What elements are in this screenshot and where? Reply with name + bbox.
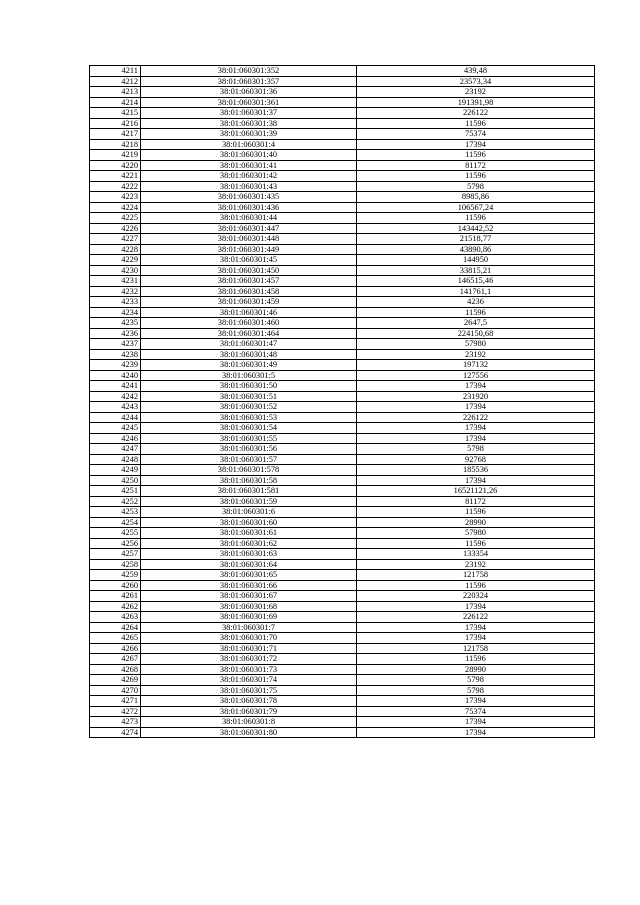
table-row (90, 528, 595, 539)
row-number-cell: 4261 (90, 591, 141, 602)
table-row (90, 643, 595, 654)
value-cell: 224150,68 (357, 328, 595, 339)
cadastral-number-cell: 38:01:060301:450 (141, 265, 357, 276)
row-number-cell: 4249 (90, 465, 141, 476)
cadastral-number-cell: 38:01:060301:55 (141, 433, 357, 444)
value-cell: 5798 (357, 444, 595, 455)
value-cell: 17394 (357, 601, 595, 612)
row-number-cell: 4251 (90, 486, 141, 497)
cadastral-number-cell: 38:01:060301:4 (141, 139, 357, 150)
row-number-cell: 4250 (90, 475, 141, 486)
table-row (90, 307, 595, 318)
cadastral-number-cell: 38:01:060301:48 (141, 349, 357, 360)
row-number-cell: 4211 (90, 66, 141, 77)
table-row (90, 696, 595, 707)
row-number-cell: 4264 (90, 622, 141, 633)
row-number-cell: 4253 (90, 507, 141, 518)
table-row (90, 265, 595, 276)
value-cell: 144950 (357, 255, 595, 266)
cadastral-number-cell: 38:01:060301:448 (141, 234, 357, 245)
row-number-cell: 4241 (90, 381, 141, 392)
table-row (90, 349, 595, 360)
row-number-cell: 4244 (90, 412, 141, 423)
value-cell: 17394 (357, 402, 595, 413)
value-cell: 81172 (357, 496, 595, 507)
value-cell: 16521121,26 (357, 486, 595, 497)
cadastral-number-cell: 38:01:060301:447 (141, 223, 357, 234)
cadastral-number-cell: 38:01:060301:581 (141, 486, 357, 497)
row-number-cell: 4238 (90, 349, 141, 360)
table-row (90, 370, 595, 381)
cadastral-number-cell: 38:01:060301:44 (141, 213, 357, 224)
cadastral-number-cell: 38:01:060301:449 (141, 244, 357, 255)
row-number-cell: 4270 (90, 685, 141, 696)
table-row (90, 412, 595, 423)
value-cell: 17394 (357, 727, 595, 738)
value-cell: 191391,98 (357, 97, 595, 108)
table-row (90, 286, 595, 297)
cadastral-number-cell: 38:01:060301:67 (141, 591, 357, 602)
row-number-cell: 4252 (90, 496, 141, 507)
row-number-cell: 4216 (90, 118, 141, 129)
row-number-cell: 4272 (90, 706, 141, 717)
cadastral-number-cell: 38:01:060301:69 (141, 612, 357, 623)
cadastral-number-cell: 38:01:060301:63 (141, 549, 357, 560)
value-cell: 75374 (357, 129, 595, 140)
value-cell: 17394 (357, 717, 595, 728)
value-cell: 17394 (357, 139, 595, 150)
value-cell: 439,48 (357, 66, 595, 77)
cadastral-number-cell: 38:01:060301:59 (141, 496, 357, 507)
value-cell: 226122 (357, 412, 595, 423)
table-row (90, 328, 595, 339)
cadastral-number-cell: 38:01:060301:464 (141, 328, 357, 339)
cadastral-number-cell: 38:01:060301:5 (141, 370, 357, 381)
value-cell: 226122 (357, 612, 595, 623)
row-number-cell: 4229 (90, 255, 141, 266)
value-cell: 28990 (357, 664, 595, 675)
cadastral-number-cell: 38:01:060301:73 (141, 664, 357, 675)
table-row (90, 213, 595, 224)
value-cell: 17394 (357, 622, 595, 633)
table-row (90, 118, 595, 129)
value-cell: 5798 (357, 675, 595, 686)
row-number-cell: 4260 (90, 580, 141, 591)
row-number-cell: 4258 (90, 559, 141, 570)
cadastral-number-cell: 38:01:060301:65 (141, 570, 357, 581)
row-number-cell: 4268 (90, 664, 141, 675)
row-number-cell: 4223 (90, 192, 141, 203)
table-row (90, 171, 595, 182)
cadastral-number-cell: 38:01:060301:37 (141, 108, 357, 119)
row-number-cell: 4230 (90, 265, 141, 276)
cadastral-number-cell: 38:01:060301:436 (141, 202, 357, 213)
cadastral-number-cell: 38:01:060301:7 (141, 622, 357, 633)
cadastral-number-cell: 38:01:060301:64 (141, 559, 357, 570)
table-row (90, 633, 595, 644)
table-row (90, 570, 595, 581)
table-row (90, 192, 595, 203)
table-row (90, 87, 595, 98)
cadastral-number-cell: 38:01:060301:74 (141, 675, 357, 686)
table-row (90, 223, 595, 234)
cadastral-number-cell: 38:01:060301:54 (141, 423, 357, 434)
value-cell: 143442,52 (357, 223, 595, 234)
row-number-cell: 4267 (90, 654, 141, 665)
cadastral-number-cell: 38:01:060301:61 (141, 528, 357, 539)
value-cell: 226122 (357, 108, 595, 119)
cadastral-number-cell: 38:01:060301:47 (141, 339, 357, 350)
row-number-cell: 4240 (90, 370, 141, 381)
value-cell: 92768 (357, 454, 595, 465)
table-row (90, 129, 595, 140)
table-row (90, 391, 595, 402)
row-number-cell: 4242 (90, 391, 141, 402)
row-number-cell: 4222 (90, 181, 141, 192)
cadastral-number-cell: 38:01:060301:62 (141, 538, 357, 549)
row-number-cell: 4237 (90, 339, 141, 350)
cadastral-number-cell: 38:01:060301:70 (141, 633, 357, 644)
table-row (90, 475, 595, 486)
table-row (90, 454, 595, 465)
value-cell: 11596 (357, 118, 595, 129)
row-number-cell: 4259 (90, 570, 141, 581)
table-row (90, 76, 595, 87)
table-row (90, 717, 595, 728)
table-row (90, 381, 595, 392)
value-cell: 11596 (357, 307, 595, 318)
cadastral-number-cell: 38:01:060301:42 (141, 171, 357, 182)
cadastral-number-cell: 38:01:060301:57 (141, 454, 357, 465)
row-number-cell: 4234 (90, 307, 141, 318)
cadastral-number-cell: 38:01:060301:75 (141, 685, 357, 696)
row-number-cell: 4226 (90, 223, 141, 234)
value-cell: 11596 (357, 507, 595, 518)
value-cell: 23192 (357, 559, 595, 570)
table-row (90, 97, 595, 108)
value-cell: 106567,24 (357, 202, 595, 213)
value-cell: 43890,86 (357, 244, 595, 255)
table-row (90, 181, 595, 192)
value-cell: 23192 (357, 87, 595, 98)
table-row (90, 727, 595, 738)
table-row (90, 108, 595, 119)
value-cell: 23192 (357, 349, 595, 360)
value-cell: 17394 (357, 433, 595, 444)
table-row (90, 202, 595, 213)
value-cell: 2647,5 (357, 318, 595, 329)
value-cell: 133354 (357, 549, 595, 560)
table-row (90, 402, 595, 413)
row-number-cell: 4228 (90, 244, 141, 255)
value-cell: 5798 (357, 181, 595, 192)
cadastral-number-cell: 38:01:060301:78 (141, 696, 357, 707)
row-number-cell: 4263 (90, 612, 141, 623)
row-number-cell: 4245 (90, 423, 141, 434)
value-cell: 28990 (357, 517, 595, 528)
row-number-cell: 4248 (90, 454, 141, 465)
cadastral-number-cell: 38:01:060301:49 (141, 360, 357, 371)
value-cell: 57980 (357, 339, 595, 350)
value-cell: 21518,77 (357, 234, 595, 245)
row-number-cell: 4231 (90, 276, 141, 287)
table-row (90, 675, 595, 686)
table-row (90, 297, 595, 308)
value-cell: 81172 (357, 160, 595, 171)
cadastral-number-cell: 38:01:060301:66 (141, 580, 357, 591)
cadastral-number-cell: 38:01:060301:50 (141, 381, 357, 392)
cadastral-number-cell: 38:01:060301:51 (141, 391, 357, 402)
table-row (90, 66, 595, 77)
cadastral-number-cell: 38:01:060301:6 (141, 507, 357, 518)
value-cell: 141761,1 (357, 286, 595, 297)
row-number-cell: 4233 (90, 297, 141, 308)
table-row (90, 139, 595, 150)
value-cell: 121758 (357, 643, 595, 654)
table-row (90, 622, 595, 633)
row-number-cell: 4269 (90, 675, 141, 686)
table-row (90, 664, 595, 675)
table-row (90, 465, 595, 476)
cadastral-number-cell: 38:01:060301:80 (141, 727, 357, 738)
value-cell: 11596 (357, 171, 595, 182)
cadastral-number-cell: 38:01:060301:578 (141, 465, 357, 476)
value-cell: 57980 (357, 528, 595, 539)
table-row (90, 255, 595, 266)
cadastral-number-cell: 38:01:060301:72 (141, 654, 357, 665)
cadastral-value-table (89, 65, 595, 738)
value-cell: 17394 (357, 475, 595, 486)
row-number-cell: 4215 (90, 108, 141, 119)
cadastral-number-cell: 38:01:060301:53 (141, 412, 357, 423)
cadastral-number-cell: 38:01:060301:38 (141, 118, 357, 129)
table-row (90, 706, 595, 717)
row-number-cell: 4246 (90, 433, 141, 444)
row-number-cell: 4224 (90, 202, 141, 213)
table-row (90, 685, 595, 696)
row-number-cell: 4239 (90, 360, 141, 371)
cadastral-number-cell: 38:01:060301:435 (141, 192, 357, 203)
cadastral-number-cell: 38:01:060301:39 (141, 129, 357, 140)
cadastral-number-cell: 38:01:060301:46 (141, 307, 357, 318)
cadastral-number-cell: 38:01:060301:79 (141, 706, 357, 717)
table-row (90, 507, 595, 518)
table-row (90, 496, 595, 507)
table-row (90, 150, 595, 161)
cadastral-number-cell: 38:01:060301:457 (141, 276, 357, 287)
table-row (90, 444, 595, 455)
cadastral-number-cell: 38:01:060301:458 (141, 286, 357, 297)
table-row (90, 538, 595, 549)
row-number-cell: 4255 (90, 528, 141, 539)
value-cell: 220324 (357, 591, 595, 602)
row-number-cell: 4218 (90, 139, 141, 150)
row-number-cell: 4262 (90, 601, 141, 612)
table-row (90, 339, 595, 350)
value-cell: 23573,34 (357, 76, 595, 87)
cadastral-number-cell: 38:01:060301:460 (141, 318, 357, 329)
cadastral-number-cell: 38:01:060301:41 (141, 160, 357, 171)
table-row (90, 601, 595, 612)
row-number-cell: 4257 (90, 549, 141, 560)
table-row (90, 612, 595, 623)
value-cell: 17394 (357, 633, 595, 644)
value-cell: 8985,86 (357, 192, 595, 203)
value-cell: 11596 (357, 150, 595, 161)
value-cell: 4236 (357, 297, 595, 308)
value-cell: 146515,46 (357, 276, 595, 287)
row-number-cell: 4266 (90, 643, 141, 654)
value-cell: 11596 (357, 538, 595, 549)
row-number-cell: 4213 (90, 87, 141, 98)
row-number-cell: 4225 (90, 213, 141, 224)
row-number-cell: 4214 (90, 97, 141, 108)
value-cell: 11596 (357, 213, 595, 224)
row-number-cell: 4254 (90, 517, 141, 528)
table-row (90, 580, 595, 591)
row-number-cell: 4219 (90, 150, 141, 161)
table-row (90, 318, 595, 329)
table-row (90, 234, 595, 245)
row-number-cell: 4243 (90, 402, 141, 413)
row-number-cell: 4217 (90, 129, 141, 140)
cadastral-number-cell: 38:01:060301:43 (141, 181, 357, 192)
row-number-cell: 4247 (90, 444, 141, 455)
value-cell: 197132 (357, 360, 595, 371)
value-cell: 11596 (357, 580, 595, 591)
row-number-cell: 4227 (90, 234, 141, 245)
value-cell: 17394 (357, 381, 595, 392)
row-number-cell: 4273 (90, 717, 141, 728)
table-row (90, 423, 595, 434)
value-cell: 185536 (357, 465, 595, 476)
cadastral-number-cell: 38:01:060301:8 (141, 717, 357, 728)
table-row (90, 549, 595, 560)
cadastral-number-cell: 38:01:060301:352 (141, 66, 357, 77)
value-cell: 127556 (357, 370, 595, 381)
cadastral-number-cell: 38:01:060301:361 (141, 97, 357, 108)
row-number-cell: 4212 (90, 76, 141, 87)
cadastral-number-cell: 38:01:060301:459 (141, 297, 357, 308)
value-cell: 121758 (357, 570, 595, 581)
cadastral-number-cell: 38:01:060301:68 (141, 601, 357, 612)
value-cell: 5798 (357, 685, 595, 696)
table-row (90, 654, 595, 665)
cadastral-number-cell: 38:01:060301:45 (141, 255, 357, 266)
value-cell: 33815,21 (357, 265, 595, 276)
cadastral-number-cell: 38:01:060301:40 (141, 150, 357, 161)
table-row (90, 244, 595, 255)
table-row (90, 276, 595, 287)
row-number-cell: 4236 (90, 328, 141, 339)
value-cell: 17394 (357, 696, 595, 707)
row-number-cell: 4256 (90, 538, 141, 549)
table-body (90, 66, 595, 738)
value-cell: 17394 (357, 423, 595, 434)
table-row (90, 559, 595, 570)
cadastral-number-cell: 38:01:060301:71 (141, 643, 357, 654)
table-row (90, 517, 595, 528)
row-number-cell: 4220 (90, 160, 141, 171)
row-number-cell: 4235 (90, 318, 141, 329)
cadastral-number-cell: 38:01:060301:52 (141, 402, 357, 413)
table-row (90, 486, 595, 497)
cadastral-number-cell: 38:01:060301:60 (141, 517, 357, 528)
row-number-cell: 4271 (90, 696, 141, 707)
cadastral-number-cell: 38:01:060301:357 (141, 76, 357, 87)
cadastral-number-cell: 38:01:060301:58 (141, 475, 357, 486)
value-cell: 231920 (357, 391, 595, 402)
value-cell: 11596 (357, 654, 595, 665)
table-row (90, 591, 595, 602)
row-number-cell: 4232 (90, 286, 141, 297)
row-number-cell: 4274 (90, 727, 141, 738)
table-row (90, 360, 595, 371)
table-row (90, 160, 595, 171)
table-row (90, 433, 595, 444)
row-number-cell: 4221 (90, 171, 141, 182)
row-number-cell: 4265 (90, 633, 141, 644)
value-cell: 75374 (357, 706, 595, 717)
cadastral-number-cell: 38:01:060301:36 (141, 87, 357, 98)
cadastral-number-cell: 38:01:060301:56 (141, 444, 357, 455)
